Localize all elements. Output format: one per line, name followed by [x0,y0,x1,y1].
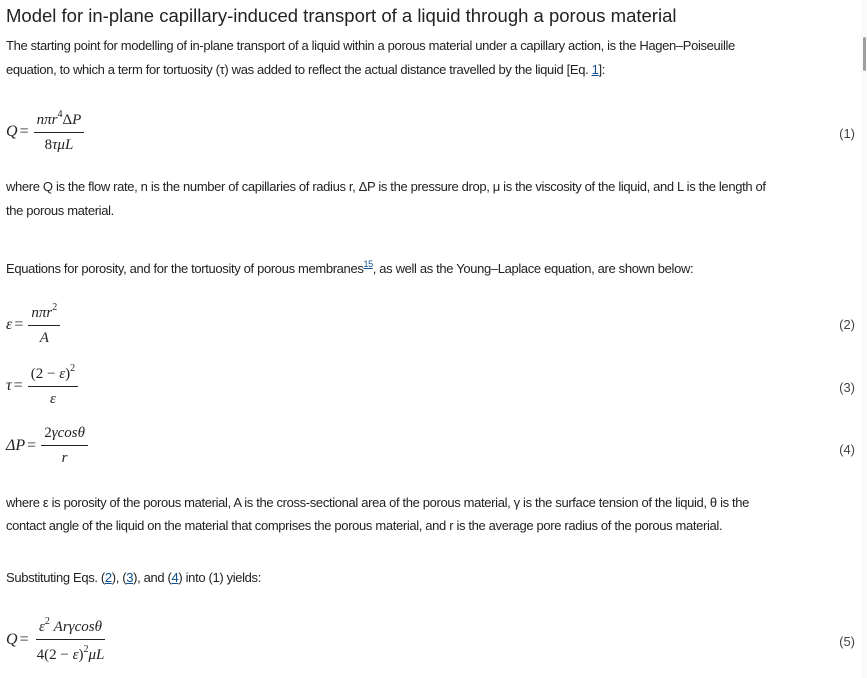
reference-15-link[interactable]: 15 [363,259,373,269]
eq5-equals: = [19,631,29,648]
equation-2-number: (2) [839,317,855,332]
equations-intro-text: Equations for porosity, and for the tortuosity of porous membranes [6,261,364,276]
scrollbar[interactable] [861,0,867,678]
eq3-lhs: τ [6,376,12,394]
equation-4 [6,425,88,467]
eq4-equals: = [27,437,37,454]
substituting-paragraph [6,567,261,589]
intro-text: equation, to which a term for tortuosity (τ) was added to reflect the actual distance travelled by the liquid [Eq. [6,62,592,77]
eq3-denominator: ε [50,391,56,407]
substituting-sep-2: ), and ( [133,570,172,585]
where-paragraph-1-line1: where Q is the flow rate, n is the number of capillaries of radius r, ΔP is the pressure drop, μ is the viscosity of the liquid, and L is the length of [6,179,766,194]
substituting-text-end: ) into (1) yields: [178,570,261,585]
equation-3-number: (3) [839,380,855,395]
intro-paragraph-line1: The starting point for modelling of in-plane transport of a liquid within a porous material under a capillary action, is the Hagen–Poiseuille [6,38,735,53]
eq2-equals: = [14,315,24,333]
eq3-equals: = [13,376,23,394]
equation-1-number: (1) [839,126,855,141]
eq5-lhs: Q [6,631,18,648]
eq3-numerator: $(2 - \varepsilon)^2$ [28,363,78,387]
section-title: Model for in-plane capillary-induced transport of a liquid through a porous material [6,5,677,26]
equation-1 [6,109,84,154]
eq2-denominator: A [39,330,49,346]
equation-3-link[interactable]: 3 [126,570,134,585]
equation-2-link[interactable]: 2 [104,570,112,585]
eq1-denominator: 8τμL [44,137,74,153]
eq4-lhs: ΔP [6,437,26,454]
where-paragraph-1-line2: the porous material. [6,203,114,218]
equations-intro-text-end: , as well as the Young–Laplace equation, are shown below: [372,261,694,276]
where-paragraph-2-line1: where ε is porosity of the porous material, A is the cross-sectional area of the porous material, γ is the surface tension of the liquid, θ is the [6,495,750,510]
eq5-numerator: $\varepsilon^2$ Arγcosθ [36,616,105,640]
intro-paragraph-line2 [6,59,605,81]
eq2-lhs: ε [6,315,13,333]
eq4-numerator: 2γcosθ [41,425,88,446]
substituting-sep-1: ), ( [111,570,127,585]
eq1-equals: = [19,122,29,140]
where-paragraph-2-line2: contact angle of the liquid on the material that comprises the porous material, and r is the average pore radius of the porous material. [6,518,723,533]
scrollbar-thumb[interactable] [863,37,866,71]
eq2-numerator: nπr$^2$ [28,302,60,326]
intro-text-end: ]: [598,62,606,77]
equation-2 [6,302,60,347]
equation-1-link[interactable]: 1 [591,62,599,77]
eq1-fraction [34,109,85,154]
eq3-fraction [28,363,78,408]
substituting-text: Substituting Eqs. ( [6,570,105,585]
equation-4-number: (4) [839,442,855,457]
equation-5 [6,616,107,664]
eq5-denominator: $4(2 - \varepsilon)^2\mu L$ [36,644,105,663]
eq1-numerator: nπr$^4$ΔP [34,109,85,133]
equation-4-link[interactable]: 4 [171,570,179,585]
equation-5-number: (5) [839,634,855,649]
equations-intro-paragraph [6,253,693,280]
eq5-fraction [34,616,108,664]
eq2-fraction [28,302,60,347]
eq4-denominator: r [61,450,68,466]
eq4-fraction [41,425,88,467]
eq1-lhs: Q [6,122,18,140]
equation-3 [6,363,78,408]
